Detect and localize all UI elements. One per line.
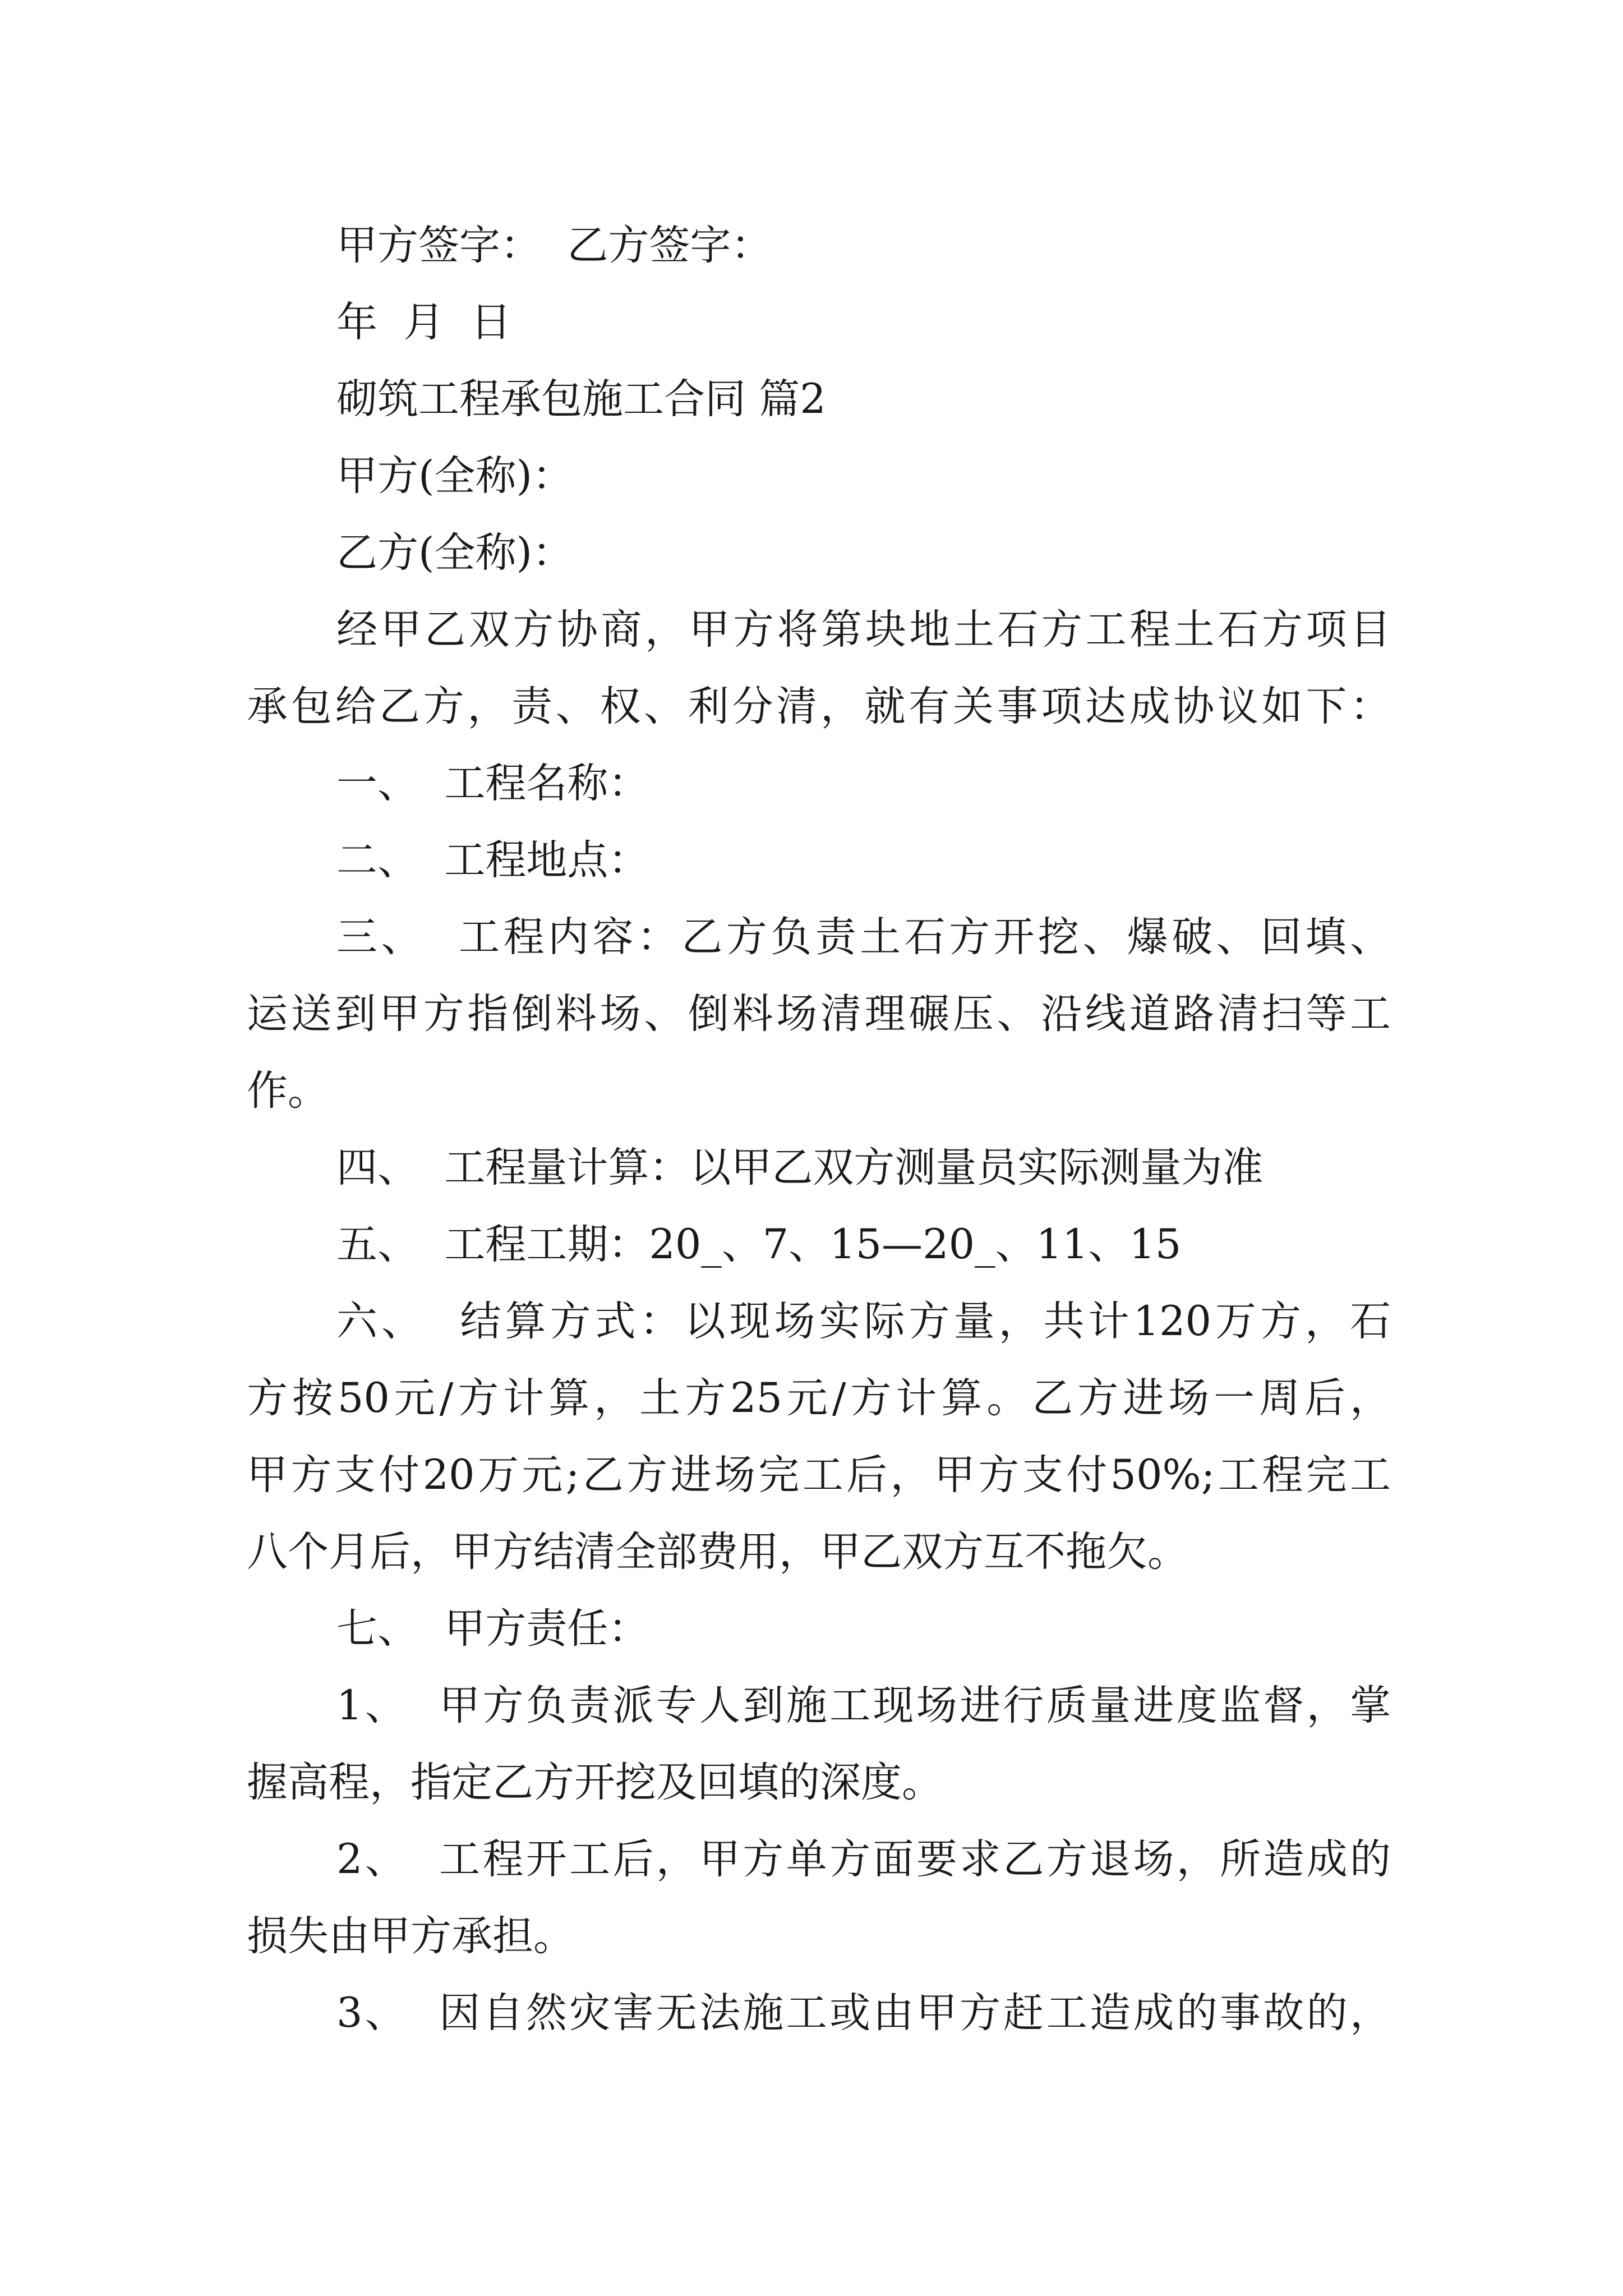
party-a-line: 甲方(全称)： — [336, 452, 573, 500]
party-b-line: 乙方(全称)： — [336, 529, 573, 577]
paragraph-line: 承包给乙方，责、权、利分清，就有关事项达成协议如下： — [247, 683, 1391, 730]
clause-line: 2、 工程开工后，甲方单方面要求乙方退场，所造成的 — [336, 1835, 1391, 1883]
paragraph-line: 八个月后，甲方结清全部费用，甲乙双方互不拖欠。 — [247, 1528, 1188, 1576]
paragraph-line: 运送到甲方指倒料场、倒料场清理碾压、沿线道路清扫等工 — [247, 990, 1391, 1038]
paragraph-line: 方按50元/方计算，土方25元/方计算。乙方进场一周后， — [247, 1374, 1391, 1422]
clause-line: 一、 工程名称： — [336, 760, 649, 807]
clause-line: 二、 工程地点： — [336, 836, 649, 884]
paragraph-line: 握高程，指定乙方开挖及回填的深度。 — [247, 1759, 943, 1806]
date-line: 年 月 日 — [336, 298, 511, 346]
contract-title: 砌筑工程承包施工合同 篇2 — [336, 375, 826, 423]
clause-line: 1、 甲方负责派专人到施工现场进行质量进度监督，掌 — [336, 1682, 1391, 1729]
paragraph-line: 甲方支付20万元;乙方进场完工后，甲方支付50%;工程完工 — [247, 1451, 1391, 1499]
paragraph-line: 作。 — [247, 1067, 329, 1115]
clause-line: 五、 工程工期：20_、7、15—20_、11、15 — [336, 1221, 1182, 1268]
clause-line: 七、 甲方责任： — [336, 1605, 649, 1653]
clause-line: 三、 工程内容：乙方负责土石方开挖、爆破、回填、 — [336, 913, 1391, 961]
paragraph-line: 损失由甲方承担。 — [247, 1912, 574, 1960]
paragraph-line: 经甲乙双方协商，甲方将第块地土石方工程土石方项目 — [336, 606, 1391, 654]
signature-line: 甲方签字： 乙方签字： — [336, 222, 772, 269]
clause-line: 四、 工程量计算：以甲乙双方测量员实际测量为准 — [336, 1144, 1264, 1191]
clause-line: 3、 因自然灾害无法施工或由甲方赶工造成的事故的， — [336, 1989, 1391, 2037]
clause-line: 六、 结算方式：以现场实际方量，共计120万方，石 — [336, 1297, 1391, 1345]
